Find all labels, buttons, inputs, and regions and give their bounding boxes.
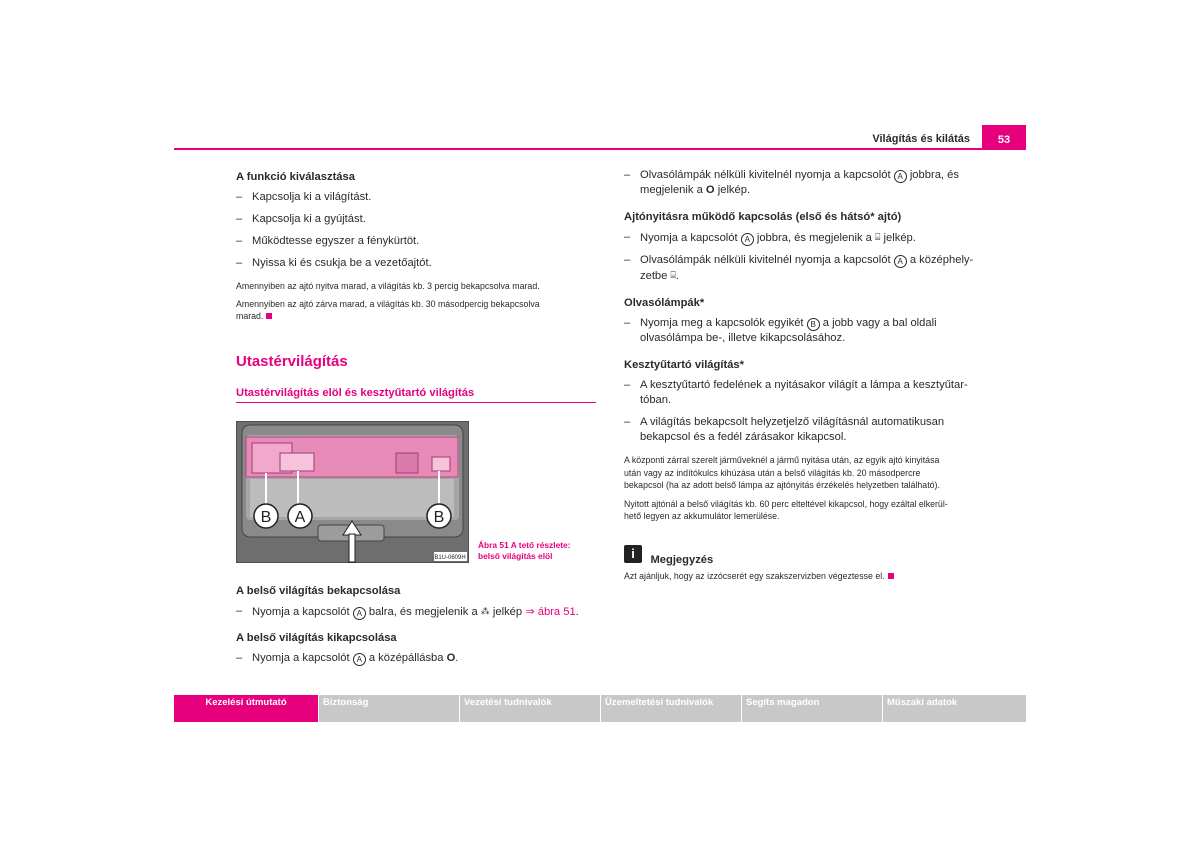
list-item: – Kapcsolja ki a világítást. <box>236 190 598 205</box>
glove-heading: Kesztyűtartó világítás* <box>624 359 744 371</box>
interior-light-icon: ⁂ <box>480 606 490 616</box>
p1-text-4: jelkép. <box>717 184 751 196</box>
reading-heading: Olvasólámpák* <box>624 297 705 309</box>
note-door-closed <box>236 298 598 323</box>
list-item: – Nyomja a kapcsolót A a középállásba O. <box>236 651 598 666</box>
door1-text-3: jelkép. <box>883 232 916 244</box>
note-box <box>624 545 714 566</box>
note-heading: Megjegyzés <box>650 554 714 566</box>
glove1-text-2: tóban. <box>640 394 672 406</box>
door2-text-2: a középhely- <box>909 254 974 266</box>
p1-text-2: jobbra, és <box>909 169 959 181</box>
figure-label-b-left: B <box>260 509 272 526</box>
switch-b-icon: B <box>807 318 820 331</box>
central-lock-note-line: után vagy az indítókulcs kihúzása után a belső világítás kb. 20 másodpercre <box>624 467 921 478</box>
door-light-icon: ⌸ <box>875 232 881 242</box>
central-lock-note-line: bekapcsol (ha az adott belső lámpa az ajtónyitás érzékelés helyzetben található). <box>624 480 940 490</box>
list-item: – Kapcsolja ki a gyújtást. <box>236 212 598 227</box>
door-light-icon: ⌸ <box>670 270 676 280</box>
central-lock-note <box>624 454 990 492</box>
p1-text-3: megjelenik a <box>640 184 703 196</box>
on-text-3: jelkép <box>492 606 523 618</box>
ceiling-light-illustration <box>236 421 469 563</box>
end-marker <box>888 573 894 579</box>
note-text <box>624 570 894 583</box>
note-door-open: Amennyiben az ajtó nyitva marad, a világítás kb. 3 percig bekapcsolva marad. <box>236 281 540 291</box>
on-text: Nyomja a kapcsolót <box>252 606 350 618</box>
reading-text-3: olvasólámpa be-, illetve kikapcsolásához. <box>640 332 846 344</box>
battery-note <box>624 498 990 523</box>
door1-text-2: jobbra, és megjelenik a <box>756 232 872 244</box>
reading-text-2: a jobb vagy a bal oldali <box>822 317 937 329</box>
list-item: – Nyissa ki és csukja be a vezetőajtót. <box>236 256 598 271</box>
figure-reference-link[interactable]: ⇒ ábra 51 <box>525 606 576 618</box>
reading-text: Nyomja meg a kapcsolók egyikét <box>640 317 804 329</box>
list-item <box>624 378 990 408</box>
off-symbol: O <box>446 652 456 664</box>
figure-label-a: A <box>294 509 306 526</box>
switch-a-icon: A <box>353 607 366 620</box>
func-heading: A funkció kiválasztása <box>236 171 355 183</box>
battery-note-line: Nyitott ajtónál a belső világítás kb. 60 perc elteltével kikapcsol, hogy ezáltal elkerül- <box>624 498 948 509</box>
note-door-closed-line1: Amennyiben az ajtó zárva marad, a világítás kb. 30 másodpercig bekapcsolva <box>236 298 540 309</box>
note-text-content: Azt ajánljuk, hogy az izzócserét egy szakszervizben végeztesse el. <box>624 571 885 581</box>
list-item: – Nyomja a kapcsolót A balra, és megjelenik a ⁂ jelkép ⇒ ábra 51. <box>236 604 598 620</box>
figure-caption-line1: Ábra 51 A tető részlete: <box>478 540 571 550</box>
running-header-title: Világítás és kilátás <box>872 133 970 145</box>
switch-a-icon: A <box>741 233 754 246</box>
glove1-text: A kesztyűtartó fedelének a nyitásakor világít a lámpa a kesztyűtar- <box>640 379 968 391</box>
switch-a-icon: A <box>894 255 907 268</box>
figure-label-b-right: B <box>433 509 445 526</box>
header-rule <box>174 148 1026 150</box>
off-text-2: a középállásba <box>368 652 444 664</box>
tab-vezetesi-tudnivalok[interactable]: Vezetési tudnivalók <box>460 695 600 722</box>
switch-a-icon: A <box>894 170 907 183</box>
tab-muszaki-adatok[interactable]: Műszaki adatok <box>883 695 1026 722</box>
subsection-title: Utastérvilágítás elöl és kesztyűtartó világítás <box>236 387 475 399</box>
list-item <box>624 415 990 445</box>
p1-text: Olvasólámpák nélküli kivitelnél nyomja a kapcsolót <box>640 169 891 181</box>
on-text-2: balra, és megjelenik a <box>368 606 478 618</box>
list-item <box>624 316 990 346</box>
section-title: Utastérvilágítás <box>236 353 348 370</box>
off-heading: A belső világítás kikapcsolása <box>236 632 397 644</box>
tab-biztonsag[interactable]: Biztonság <box>319 695 459 722</box>
tab-kezelesi-utmutato[interactable]: Kezelési útmutató <box>174 695 318 722</box>
left-column <box>236 170 598 323</box>
page-number: 53 <box>982 125 1026 149</box>
tab-uzemeltetesi-tudnivalok[interactable]: Üzemeltetési tudnivalók <box>601 695 741 722</box>
end-marker <box>266 313 272 319</box>
p1-symbol: O <box>705 184 715 196</box>
figure-code: B1U-0609H <box>434 555 466 561</box>
glove2-text: A világítás bekapcsolt helyzetjelző világításnál automatikusan <box>640 416 945 428</box>
chapter-nav <box>174 695 1026 722</box>
left-column-bottom <box>236 584 598 666</box>
on-heading: A belső világítás bekapcsolása <box>236 585 401 597</box>
door2-text: Olvasólámpák nélküli kivitelnél nyomja a kapcsolót <box>640 254 891 266</box>
note-door-closed-end: marad. <box>236 311 264 321</box>
list-item: – Működtesse egyszer a fénykürtöt. <box>236 234 598 249</box>
list-item <box>624 230 990 246</box>
battery-note-line: hető legyen az akkumulátor lemerülése. <box>624 511 780 521</box>
door-heading: Ajtónyitásra működő kapcsolás (első és hátsó* ajtó) <box>624 211 902 223</box>
door1-text: Nyomja a kapcsolót <box>640 232 738 244</box>
list-item: – Olvasólámpák nélküli kivitelnél nyomja a kapcsolót A a középhely- zetbe ⌸. <box>624 253 990 284</box>
right-column <box>624 168 990 523</box>
off-text: Nyomja a kapcsolót <box>252 652 350 664</box>
figure-ceiling-light <box>236 421 469 563</box>
switch-a-icon: A <box>353 653 366 666</box>
info-icon: i <box>624 545 642 563</box>
figure-caption-line2: belső világítás elöl <box>478 551 553 561</box>
central-lock-note-line: A központi zárral szerelt járműveknél a jármű nyitása után, az egyik ajtó kinyitása <box>624 455 940 465</box>
figure-caption <box>478 540 596 562</box>
subsection-rule <box>236 402 596 403</box>
note-door-closed-line2 <box>236 310 598 323</box>
door2-text-3: zetbe <box>640 270 668 282</box>
tab-segits-magadon[interactable]: Segíts magadon <box>742 695 882 722</box>
glove2-text-2: bekapcsol és a fedél zárásakor kikapcsol. <box>640 431 847 443</box>
list-item <box>624 168 990 198</box>
